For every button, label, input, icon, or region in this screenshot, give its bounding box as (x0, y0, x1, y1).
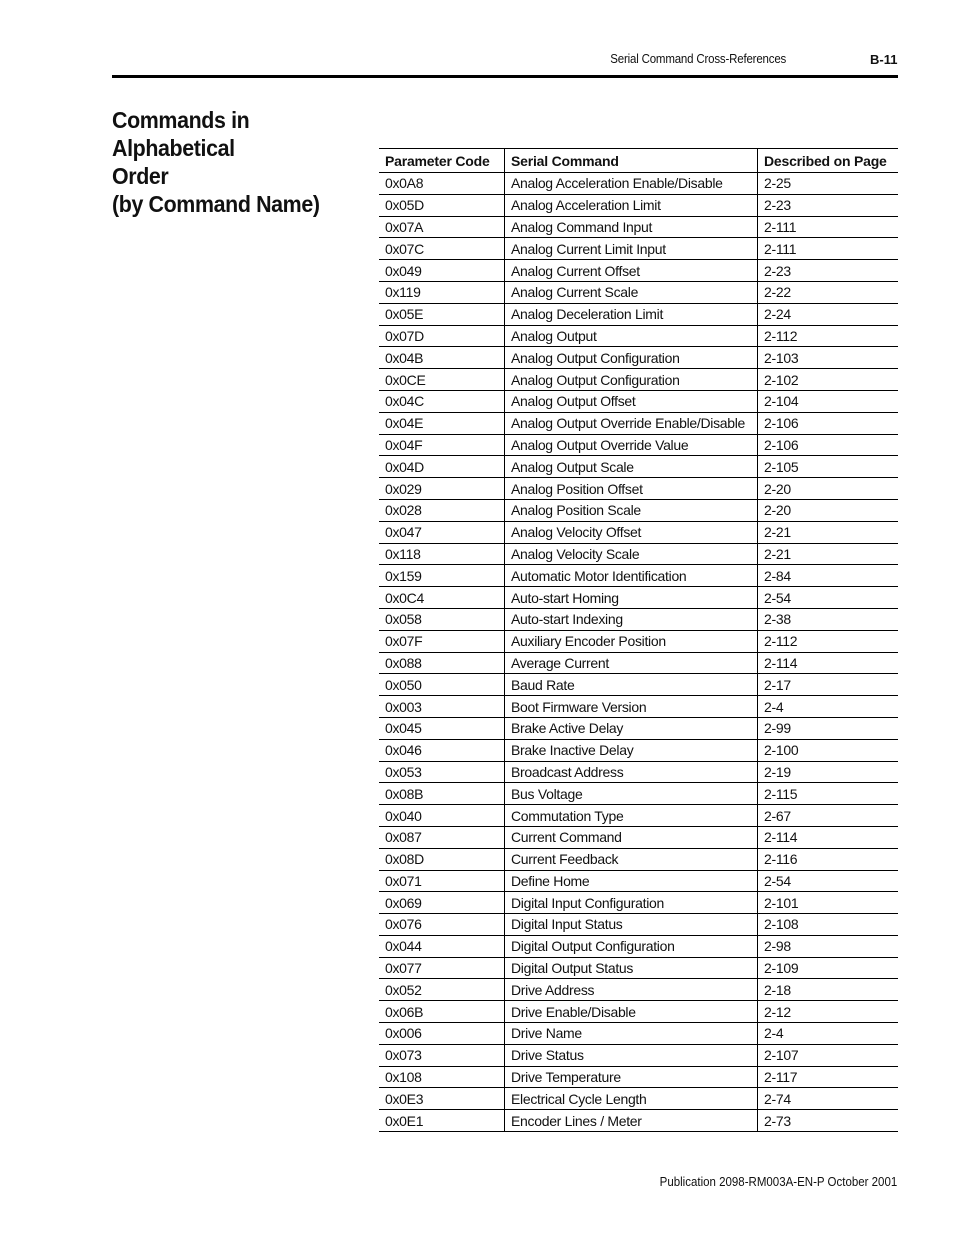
serial-command-cell: Electrical Cycle Length (505, 1088, 758, 1110)
table-row (379, 652, 898, 674)
page-ref-cell: 2-17 (758, 674, 899, 696)
table-row (379, 957, 898, 979)
publication-footer: Publication 2098-RM003A-EN-P October 2001 (659, 1175, 897, 1189)
parameter-code-cell: 0x08B (379, 783, 505, 805)
table-row (379, 914, 898, 936)
serial-command-cell: Drive Status (505, 1044, 758, 1066)
table-row (379, 1066, 898, 1088)
page-ref-cell: 2-103 (758, 347, 899, 369)
serial-command-cell: Analog Output Offset (505, 390, 758, 412)
page-ref-cell: 2-22 (758, 281, 899, 303)
serial-command-cell: Drive Address (505, 979, 758, 1001)
parameter-code-cell: 0x06B (379, 1001, 505, 1023)
table-row (379, 1023, 898, 1045)
serial-command-cell: Digital Output Configuration (505, 935, 758, 957)
parameter-code-cell: 0x04F (379, 434, 505, 456)
parameter-code-cell: 0x0E3 (379, 1088, 505, 1110)
parameter-code-cell: 0x040 (379, 805, 505, 827)
parameter-code-cell: 0x08D (379, 848, 505, 870)
table-row (379, 826, 898, 848)
column-header-parameter-code: Parameter Code (379, 149, 505, 173)
table-row (379, 216, 898, 238)
page-ref-cell: 2-84 (758, 565, 899, 587)
parameter-code-cell: 0x073 (379, 1044, 505, 1066)
parameter-code-cell: 0x07A (379, 216, 505, 238)
table-row (379, 587, 898, 609)
page-ref-cell: 2-114 (758, 652, 899, 674)
serial-command-cell: Analog Output Override Value (505, 434, 758, 456)
page-ref-cell: 2-102 (758, 369, 899, 391)
page-ref-cell: 2-117 (758, 1066, 899, 1088)
page-ref-cell: 2-23 (758, 260, 899, 282)
serial-command-cell: Digital Input Configuration (505, 892, 758, 914)
parameter-code-cell: 0x05E (379, 303, 505, 325)
page-ref-cell: 2-99 (758, 717, 899, 739)
serial-command-cell: Auto-start Homing (505, 587, 758, 609)
table-header-row (379, 149, 898, 173)
column-header-serial-command: Serial Command (505, 149, 758, 173)
parameter-code-cell: 0x049 (379, 260, 505, 282)
table-row (379, 608, 898, 630)
page-ref-cell: 2-112 (758, 630, 899, 652)
parameter-code-cell: 0x052 (379, 979, 505, 1001)
serial-command-cell: Broadcast Address (505, 761, 758, 783)
table-row (379, 303, 898, 325)
table-row (379, 1088, 898, 1110)
parameter-code-cell: 0x029 (379, 478, 505, 500)
page-ref-cell: 2-24 (758, 303, 899, 325)
commands-table (379, 148, 898, 1132)
parameter-code-cell: 0x118 (379, 543, 505, 565)
page-ref-cell: 2-38 (758, 608, 899, 630)
page-ref-cell: 2-54 (758, 870, 899, 892)
page-ref-cell: 2-20 (758, 499, 899, 521)
table-row (379, 238, 898, 260)
page-ref-cell: 2-109 (758, 957, 899, 979)
serial-command-cell: Baud Rate (505, 674, 758, 696)
serial-command-cell: Analog Output Configuration (505, 369, 758, 391)
table-row (379, 935, 898, 957)
serial-command-cell: Current Command (505, 826, 758, 848)
parameter-code-cell: 0x108 (379, 1066, 505, 1088)
table-row (379, 870, 898, 892)
page-ref-cell: 2-25 (758, 173, 899, 195)
serial-command-cell: Analog Position Offset (505, 478, 758, 500)
serial-command-cell: Auto-start Indexing (505, 608, 758, 630)
parameter-code-cell: 0x04E (379, 412, 505, 434)
parameter-code-cell: 0x04C (379, 390, 505, 412)
page-ref-cell: 2-106 (758, 434, 899, 456)
serial-command-cell: Analog Current Limit Input (505, 238, 758, 260)
page-ref-cell: 2-114 (758, 826, 899, 848)
page-ref-cell: 2-108 (758, 914, 899, 936)
table-row (379, 761, 898, 783)
table-row (379, 783, 898, 805)
parameter-code-cell: 0x044 (379, 935, 505, 957)
page-ref-cell: 2-107 (758, 1044, 899, 1066)
serial-command-cell: Analog Output Scale (505, 456, 758, 478)
parameter-code-cell: 0x046 (379, 739, 505, 761)
serial-command-cell: Brake Active Delay (505, 717, 758, 739)
serial-command-cell: Analog Command Input (505, 216, 758, 238)
page-ref-cell: 2-111 (758, 216, 899, 238)
parameter-code-cell: 0x077 (379, 957, 505, 979)
serial-command-cell: Analog Output (505, 325, 758, 347)
page-ref-cell: 2-106 (758, 412, 899, 434)
table-row (379, 848, 898, 870)
table-row (379, 173, 898, 195)
table-row (379, 674, 898, 696)
serial-command-cell: Drive Name (505, 1023, 758, 1045)
page-ref-cell: 2-23 (758, 194, 899, 216)
serial-command-cell: Analog Current Offset (505, 260, 758, 282)
table-row (379, 739, 898, 761)
serial-command-cell: Drive Enable/Disable (505, 1001, 758, 1023)
page-ref-cell: 2-18 (758, 979, 899, 1001)
title-line-3: (by Command Name) (112, 191, 320, 217)
serial-command-cell: Define Home (505, 870, 758, 892)
page-ref-cell: 2-73 (758, 1110, 899, 1132)
table-row (379, 892, 898, 914)
running-header: Serial Command Cross-References (610, 52, 786, 66)
table-row (379, 194, 898, 216)
serial-command-cell: Automatic Motor Identification (505, 565, 758, 587)
page-ref-cell: 2-21 (758, 521, 899, 543)
parameter-code-cell: 0x045 (379, 717, 505, 739)
table-row (379, 1001, 898, 1023)
parameter-code-cell: 0x006 (379, 1023, 505, 1045)
table-row (379, 521, 898, 543)
page-ref-cell: 2-116 (758, 848, 899, 870)
page-ref-cell: 2-74 (758, 1088, 899, 1110)
serial-command-cell: Current Feedback (505, 848, 758, 870)
page-ref-cell: 2-98 (758, 935, 899, 957)
table-row (379, 543, 898, 565)
table-row (379, 717, 898, 739)
parameter-code-cell: 0x071 (379, 870, 505, 892)
parameter-code-cell: 0x07C (379, 238, 505, 260)
serial-command-cell: Analog Position Scale (505, 499, 758, 521)
parameter-code-cell: 0x05D (379, 194, 505, 216)
serial-command-cell: Drive Temperature (505, 1066, 758, 1088)
serial-command-cell: Analog Acceleration Limit (505, 194, 758, 216)
serial-command-cell: Auxiliary Encoder Position (505, 630, 758, 652)
serial-command-cell: Analog Output Configuration (505, 347, 758, 369)
parameter-code-cell: 0x159 (379, 565, 505, 587)
table-row (379, 1110, 898, 1132)
table-row (379, 805, 898, 827)
page-ref-cell: 2-4 (758, 696, 899, 718)
page-ref-cell: 2-101 (758, 892, 899, 914)
parameter-code-cell: 0x069 (379, 892, 505, 914)
parameter-code-cell: 0x119 (379, 281, 505, 303)
serial-command-cell: Average Current (505, 652, 758, 674)
section-title (112, 106, 363, 218)
page-ref-cell: 2-19 (758, 761, 899, 783)
column-header-described-on-page: Described on Page (758, 149, 899, 173)
parameter-code-cell: 0x003 (379, 696, 505, 718)
parameter-code-cell: 0x0C4 (379, 587, 505, 609)
parameter-code-cell: 0x088 (379, 652, 505, 674)
serial-command-cell: Digital Input Status (505, 914, 758, 936)
table-body (379, 173, 898, 1132)
page-ref-cell: 2-104 (758, 390, 899, 412)
parameter-code-cell: 0x04B (379, 347, 505, 369)
parameter-code-cell: 0x07D (379, 325, 505, 347)
page-ref-cell: 2-20 (758, 478, 899, 500)
page-ref-cell: 2-105 (758, 456, 899, 478)
parameter-code-cell: 0x028 (379, 499, 505, 521)
parameter-code-cell: 0x07F (379, 630, 505, 652)
table-row (379, 979, 898, 1001)
parameter-code-cell: 0x04D (379, 456, 505, 478)
serial-command-cell: Analog Velocity Offset (505, 521, 758, 543)
title-line-1: Commands in Alphabetical (112, 107, 250, 161)
title-line-2: Order (112, 163, 169, 189)
table-row (379, 696, 898, 718)
parameter-code-cell: 0x0E1 (379, 1110, 505, 1132)
parameter-code-cell: 0x053 (379, 761, 505, 783)
parameter-code-cell: 0x047 (379, 521, 505, 543)
table-row (379, 281, 898, 303)
serial-command-cell: Analog Velocity Scale (505, 543, 758, 565)
parameter-code-cell: 0x050 (379, 674, 505, 696)
table-row (379, 412, 898, 434)
serial-command-cell: Brake Inactive Delay (505, 739, 758, 761)
serial-command-cell: Encoder Lines / Meter (505, 1110, 758, 1132)
table-row (379, 434, 898, 456)
table-row (379, 630, 898, 652)
page-ref-cell: 2-112 (758, 325, 899, 347)
page-ref-cell: 2-4 (758, 1023, 899, 1045)
serial-command-cell: Commutation Type (505, 805, 758, 827)
header-rule (112, 75, 898, 78)
parameter-code-cell: 0x076 (379, 914, 505, 936)
page-ref-cell: 2-67 (758, 805, 899, 827)
table-row (379, 369, 898, 391)
parameter-code-cell: 0x058 (379, 608, 505, 630)
serial-command-cell: Boot Firmware Version (505, 696, 758, 718)
serial-command-cell: Bus Voltage (505, 783, 758, 805)
parameter-code-cell: 0x0CE (379, 369, 505, 391)
page-ref-cell: 2-115 (758, 783, 899, 805)
table-row (379, 565, 898, 587)
serial-command-cell: Analog Current Scale (505, 281, 758, 303)
page-ref-cell: 2-21 (758, 543, 899, 565)
table-row (379, 260, 898, 282)
page-number: B-11 (870, 52, 898, 67)
serial-command-cell: Analog Acceleration Enable/Disable (505, 173, 758, 195)
table-row (379, 347, 898, 369)
table-row (379, 456, 898, 478)
parameter-code-cell: 0x0A8 (379, 173, 505, 195)
table-row (379, 325, 898, 347)
parameter-code-cell: 0x087 (379, 826, 505, 848)
table-row (379, 390, 898, 412)
page-ref-cell: 2-12 (758, 1001, 899, 1023)
table-row (379, 499, 898, 521)
page-ref-cell: 2-54 (758, 587, 899, 609)
serial-command-cell: Analog Output Override Enable/Disable (505, 412, 758, 434)
table-row (379, 478, 898, 500)
table-row (379, 1044, 898, 1066)
serial-command-cell: Analog Deceleration Limit (505, 303, 758, 325)
page-ref-cell: 2-100 (758, 739, 899, 761)
serial-command-cell: Digital Output Status (505, 957, 758, 979)
page-ref-cell: 2-111 (758, 238, 899, 260)
